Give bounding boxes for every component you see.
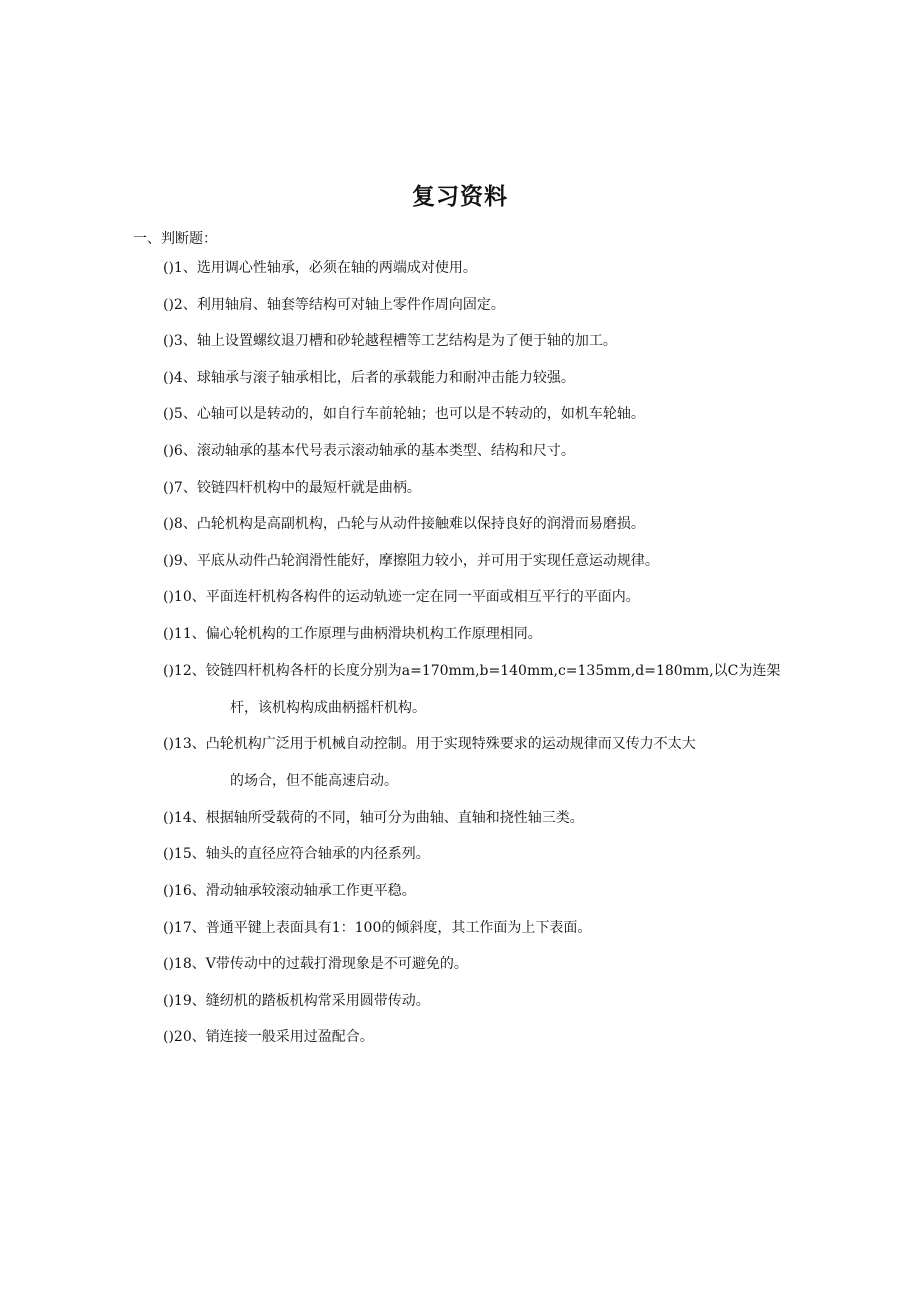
question-text: ()13、凸轮机构广泛用于机械自动控制。用于实现特殊要求的运动规律而又传力不太大 [163, 736, 696, 753]
question-text-continuation: 杆，该机构构成曲柄摇杆机构。 [230, 699, 426, 716]
section-heading: 一、判断题： [133, 231, 217, 247]
question-item [163, 661, 803, 718]
question-text: ()16、滑动轴承较滚动轴承工作更平稳。 [163, 882, 416, 899]
question-text: ()9、平底从动件凸轮润滑性能好，摩擦阻力较小，并可用于实现任意运动规律。 [163, 552, 659, 569]
question-item [163, 331, 803, 351]
question-item [163, 368, 803, 388]
question-text: ()6、滚动轴承的基本代号表示滚动轴承的基本类型、结构和尺寸。 [163, 442, 575, 459]
question-item [163, 881, 803, 901]
question-text: ()11、偏心轮机构的工作原理与曲柄滑块机构工作原理相同。 [163, 625, 542, 642]
question-text: ()12、铰链四杆机构各杆的长度分别为a=170mm,b=140mm,c=135mm,d=180mm,以C为连架 [163, 662, 781, 679]
question-text: ()3、轴上设置螺纹退刀槽和砂轮越程槽等工艺结构是为了便于轴的加工。 [163, 333, 617, 350]
question-item [163, 551, 803, 571]
question-text: ()2、利用轴肩、轴套等结构可对轴上零件作周向固定。 [163, 296, 505, 313]
question-text: ()5、心轴可以是转动的，如自行车前轮轴；也可以是不转动的，如机车轮轴。 [163, 406, 645, 423]
question-item [163, 991, 803, 1011]
question-item [163, 1027, 803, 1047]
question-text-continuation: 的场合，但不能高速启动。 [230, 773, 398, 790]
question-item [163, 954, 803, 974]
question-item [163, 404, 803, 424]
question-item [163, 514, 803, 534]
question-text: ()10、平面连杆机构各构件的运动轨迹一定在同一平面或相互平行的平面内。 [163, 589, 640, 606]
question-text: ()1、选用调心性轴承，必须在轴的两端成对使用。 [163, 260, 477, 276]
question-text: ()15、轴头的直径应符合轴承的内径系列。 [163, 846, 430, 863]
question-item [163, 441, 803, 461]
question-text: ()19、缝纫机的踏板机构常采用圆带传动。 [163, 992, 430, 1009]
question-item [163, 478, 803, 498]
question-text: ()8、凸轮机构是高副机构，凸轮与从动件接触难以保持良好的润滑而易磨损。 [163, 516, 645, 533]
question-text: ()4、球轴承与滚子轴承相比，后者的承载能力和耐冲击能力较强。 [163, 369, 575, 386]
question-item [163, 624, 803, 644]
question-text: ()20、销连接一般采用过盈配合。 [163, 1029, 374, 1046]
page-title: 复习资料 [412, 184, 508, 210]
question-text: ()17、普通平键上表面具有1：100的倾斜度，其工作面为上下表面。 [163, 919, 592, 936]
question-text: ()18、V带传动中的过载打滑现象是不可避免的。 [163, 956, 468, 973]
question-text: ()14、根据轴所受载荷的不同，轴可分为曲轴、直轴和挠性轴三类。 [163, 809, 584, 826]
question-text: ()7、铰链四杆机构中的最短杆就是曲柄。 [163, 479, 421, 496]
question-item [163, 918, 803, 938]
question-item [163, 295, 803, 315]
question-item [163, 587, 803, 607]
question-item [163, 808, 803, 828]
question-list [163, 258, 803, 1064]
question-item [163, 734, 803, 791]
question-item [163, 258, 803, 278]
question-item [163, 844, 803, 864]
